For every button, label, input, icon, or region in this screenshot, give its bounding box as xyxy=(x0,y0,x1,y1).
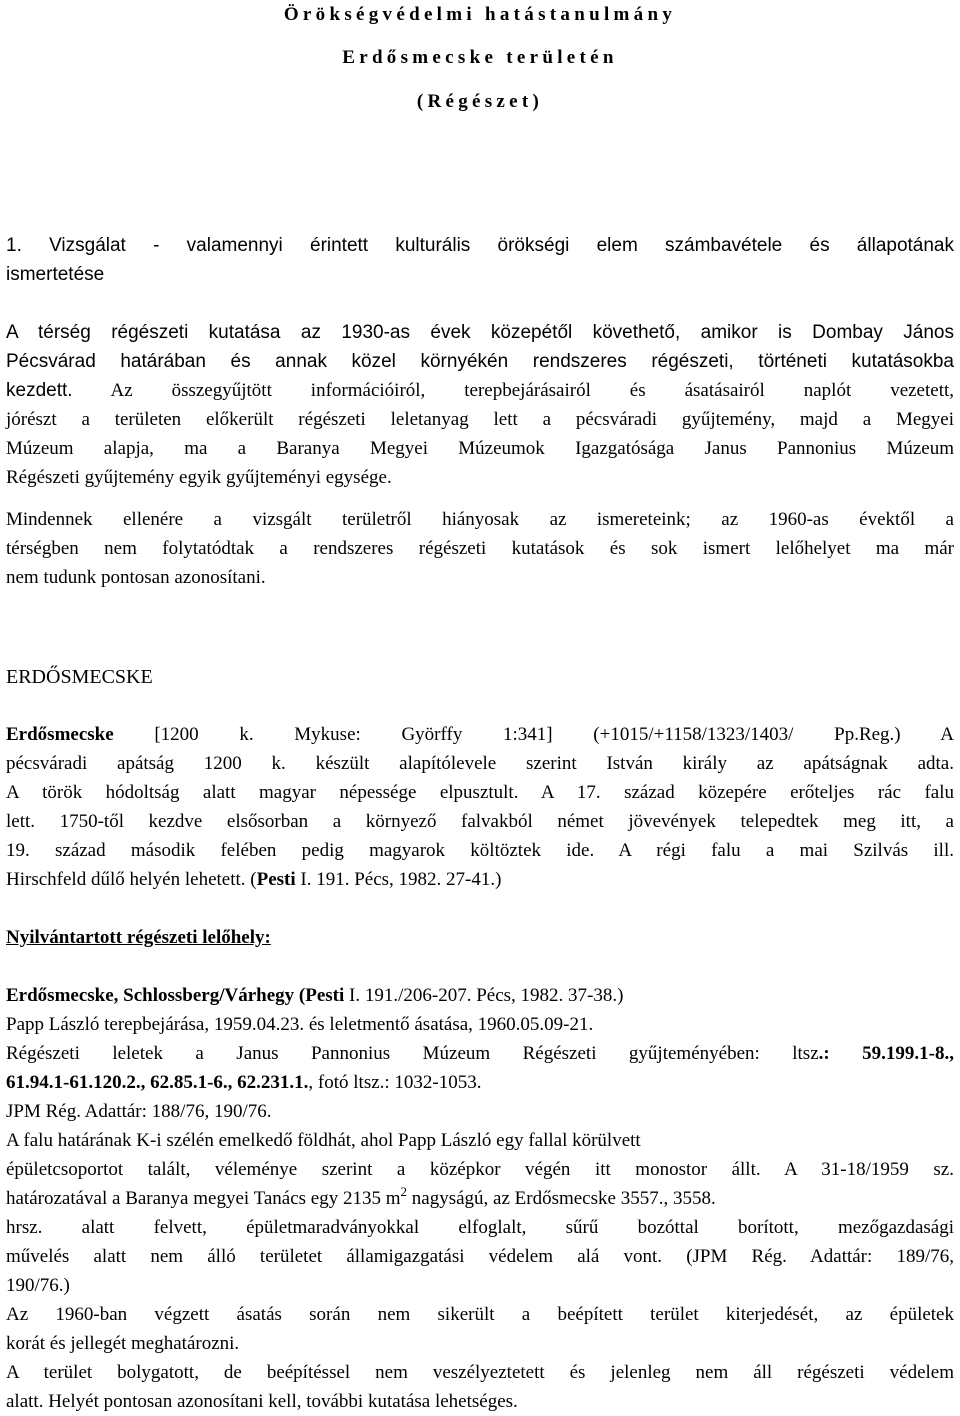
village-history-line: lett. 1750-től kezdve elsősorban a környező falvakból német jövevények telepedtek meg itt, a xyxy=(6,811,954,832)
superscript: 2 xyxy=(400,1184,408,1199)
paragraph-line: A térség régészeti kutatása az 1930-as évek közepétől követhető, amikor is Dombay János xyxy=(6,322,954,343)
paragraph-line-start: kezdett. xyxy=(6,380,73,401)
author-name: Pesti xyxy=(256,869,296,890)
document-title: Örökségvédelmi hatástanulmány xyxy=(283,4,677,25)
description-line: A falu határának K-i szélén emelkedő földhát, ahol Papp László egy fallal körülvett xyxy=(6,1130,641,1151)
photo-inventory: , fotó ltsz.: 1032-1053. xyxy=(308,1072,482,1093)
village-history-line: A török hódoltság alatt magyar népessége elpusztult. A 17. század közepére erőteljes rác falu xyxy=(6,782,954,803)
excavation-line: korát és jellegét meghatározni. xyxy=(6,1333,240,1354)
village-history-line xyxy=(6,724,954,746)
finds-line xyxy=(6,1043,954,1065)
inventory-numbers: .: 59.199.1-8., xyxy=(818,1043,955,1064)
finds-line xyxy=(6,1072,954,1094)
paragraph-line: Pécsvárad határában és annak közel környékén rendszeres régészeti, történeti kutatásokba xyxy=(6,351,954,372)
section-heading-line-1: 1. Vizsgálat - valamennyi érintett kulturális örökségi elem számbavétele és állapotának xyxy=(6,235,954,256)
document-topic: (Régészet) xyxy=(416,91,544,112)
state-line: A terület bolygatott, de beépítéssel nem veszélyeztetett és jelenleg nem áll régészeti védelem xyxy=(6,1362,954,1383)
site-reference: I. 191./206-207. Pécs, 1982. 37-38.) xyxy=(344,985,624,1006)
description-line: művelés alatt nem álló területet államigazgatási védelem alá vont. (JPM Rég. Adattár: 189/76, xyxy=(6,1246,954,1267)
state-line: alatt. Helyét pontosan azonosítani kell, további kutatása lehetséges. xyxy=(6,1391,518,1412)
section-heading-line-2: ismertetése xyxy=(6,264,105,285)
paragraph-line-end: Az összegyűjtött információiról, terepbejárásairól és ásatásairól naplót vezetett, xyxy=(110,380,955,401)
text-segment: Régészeti leletek a Janus Pannonius Múzeum Régészeti gyűjteményében: ltsz xyxy=(6,1043,819,1064)
text-segment: I. 191. Pécs, 1982. 27-41.) xyxy=(295,869,502,890)
paragraph-line: Múzeum alapja, ma a Baranya Megyei Múzeumok Igazgatósága Janus Pannonius Múzeum xyxy=(6,438,954,459)
description-line: 190/76.) xyxy=(6,1275,70,1296)
paragraph-line: Régészeti gyűjtemény egyik gyűjteményi egysége. xyxy=(6,467,392,488)
village-title: ERDŐSMECSKE xyxy=(6,666,153,688)
village-history-line: pécsváradi apátság 1200 k. készült alapítólevele szerint István király az apátságnak adta. xyxy=(6,753,954,774)
site-name: Erdősmecske, Schlossberg/Várhegy (Pesti xyxy=(6,985,345,1006)
paragraph-line xyxy=(6,380,954,402)
excavation-line: Az 1960-ban végzett ásatás során nem sikerült a beépített terület kiterjedését, az épületek xyxy=(6,1304,954,1325)
village-history-line xyxy=(6,869,954,891)
inventory-numbers: 61.94.1-61.120.2., 62.85.1-6., 62.231.1. xyxy=(6,1072,309,1093)
paragraph-line: nem tudunk pontosan azonosítani. xyxy=(6,567,266,588)
paragraph-line: térségben nem folytatódtak a rendszeres régészeti kutatások és sok ismert lelőhelyet ma már xyxy=(6,538,954,559)
paragraph-line: Mindennek ellenére a vizsgált területről hiányosak az ismereteink; az 1960-as évektől a xyxy=(6,509,954,530)
registered-heading xyxy=(6,927,954,949)
village-name: Erdősmecske xyxy=(6,724,114,745)
description-line: épületcsoportot talált, véleménye szerint a középkor végén itt monostor állt. A 31-18/1959 sz. xyxy=(6,1159,954,1180)
registered-heading-text: Nyilvántartott régészeti lelőhely: xyxy=(6,927,271,948)
description-line xyxy=(6,1184,954,1210)
text-segment: Hirschfeld dűlő helyén lehetett. ( xyxy=(6,869,257,890)
description-line: hrsz. alatt felvett, épületmaradványokkal elfoglalt, sűrű bozóttal borított, mezőgazdasági xyxy=(6,1217,954,1238)
survey-line: Papp László terepbejárása, 1959.04.23. és leletmentő ásatása, 1960.05.09-21. xyxy=(6,1014,594,1035)
site-reference-line xyxy=(6,985,954,1007)
text-segment: határozatával a Baranya megyei Tanács egy 2135 m xyxy=(6,1188,401,1209)
text-segment: nagyságú, az Erdősmecske 3557., 3558. xyxy=(407,1188,716,1209)
paragraph-line: jórészt a területen előkerült régészeti leletanyag lett a pécsváradi gyűjtemény, majd a Megyei xyxy=(6,409,954,430)
archive-line: JPM Rég. Adattár: 188/76, 190/76. xyxy=(6,1101,272,1122)
village-history-text: [1200 k. Mykuse: Györffy 1:341] (+1015/+1158/1323/1403/ Pp.Reg.) A xyxy=(113,724,954,745)
document-subtitle: Erdősmecske területén xyxy=(342,47,618,68)
village-history-line: 19. század második felében pedig magyarok költöztek ide. A régi falu a mai Szilvás ill. xyxy=(6,840,954,861)
